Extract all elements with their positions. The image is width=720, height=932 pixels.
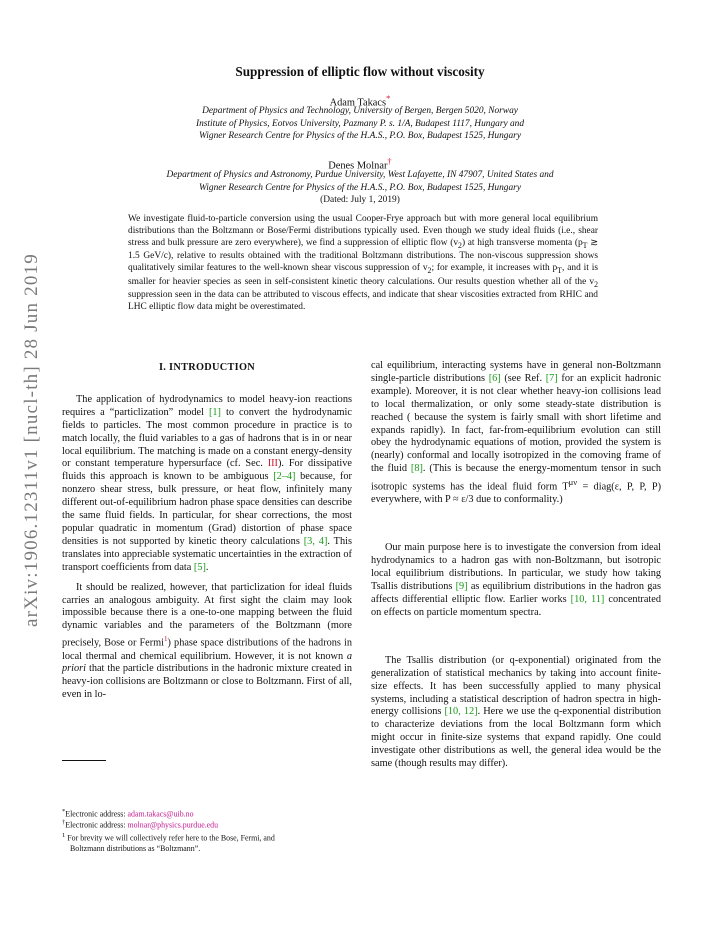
dated-line: (Dated: July 1, 2019): [320, 195, 400, 205]
footnote-author2: †Electronic address: molnar@physics.purdue.edu: [62, 819, 219, 830]
intro-paragraph-2: It should be realized, however, that particlization for ideal fluids carries an analogous ambiguity. At first sight the claim may look impossible because there is a one-to-one mapping between the fluid dynamic variables and the parameters of the Boltzmann (more precisely, Bose or Fermi$^1$) phase space distributions of the hadrons in local thermal and chemical equilibrium. However, it is not known a priori that the particle distributions in the hadronic mixture created in heavy-ion collisions are Boltzmann or close to Boltzmann. First of all, even in lo-: [62, 581, 353, 701]
left-column: [62, 362, 352, 702]
footnote-link[interactable]: 1: [164, 635, 168, 644]
citation-link[interactable]: [5]: [193, 561, 206, 573]
citation-link[interactable]: [7]: [545, 372, 558, 384]
footnote-rule: [62, 760, 106, 761]
affiliation-line: Institute of Physics, Eotvos University, Pazmany P. s. 1/A, Budapest 1117, Hungary and: [195, 118, 525, 129]
intro-paragraph-4: Our main purpose here is to investigate the conversion from ideal hydrodynamics to a hadron gas with non-Boltzmann, but isotropic local equilibrium distributions. In particular, we study how taking Tsallis distributions [9] as equilibrium distributions in the hadron gas affects differential elliptic flow. Earlier works [10, 11] concentrated on effects on particle momentum spectra.: [371, 542, 662, 618]
citation-link[interactable]: [10, 12]: [444, 706, 478, 718]
affiliation-line: Department of Physics and Technology, University of Bergen, Bergen 5020, Norway: [202, 106, 518, 116]
citation-link[interactable]: [1]: [208, 406, 221, 418]
citation-link[interactable]: [2–4]: [273, 471, 296, 483]
citation-link[interactable]: [8]: [410, 463, 423, 475]
citation-link[interactable]: [3, 4]: [303, 535, 328, 547]
author-name: Adam Takacs: [329, 97, 387, 109]
footnote-1: $^1$ For brevity we will collectively refer here to the Bose, Fermi, and Boltzmann distributions as “Boltzmann”.: [62, 832, 275, 853]
paper-title: Suppression of elliptic flow without viscosity: [235, 64, 485, 79]
intro-paragraph-1: The application of hydrodynamics to model heavy-ion reactions requires a “particlization” model [1] to convert the hydrodynamic fields to particles. The most common procedure in practice is to match locally, the fluid variables to a gas of hadrons that is in or near local equilibrium. The matching is made on a constant energy-density or constant temperature hypersurface (cf. Sec. III). For dissipative fluids this approach is known to be ambiguous [2–4] because, for nonzero shear stress, bulk pressure, or heat flow, infinitely many different out-of-equilibrium hadron phase space densities can describe the same fluid fields. In particular, for shear corrections, the most popular quadratic in momentum (Grad) distortion of phase space densities is not supported by kinetic theory calculations [3, 4]. This translates into appreciable systematic uncertainties in the extraction of transport coefficients from data [5].: [62, 393, 353, 573]
citation-link[interactable]: [6]: [488, 372, 501, 384]
affiliation-molnar: [70, 169, 650, 194]
intro-paragraph-5: The Tsallis distribution (or q-exponential) originated from the generalization of statistical mechanics by taking into account finite-size effects. It has been successfully applied to many physical systems, including a statistical description of hadron spectra in high-energy collisions [10, 12]. Here we use the q-exponential distribution to characterize deviations from the local Boltzmann form which might occur in finite-size systems that expand rapidly. One could investigate other distributions as well, the general idea would be the same (though results may differ).: [371, 654, 661, 770]
affiliation-line: Department of Physics and Astronomy, Purdue University, West Lafayette, IN 47907, United States and: [166, 170, 554, 180]
author-name: Denes Molnar: [328, 160, 388, 172]
section-link[interactable]: III: [267, 458, 278, 470]
author-mark[interactable]: †: [387, 156, 392, 166]
citation-link[interactable]: [10, 11]: [570, 594, 605, 606]
email-link[interactable]: molnar@physics.purdue.edu: [127, 820, 219, 830]
intro-paragraph-3: cal equilibrium, interacting systems have in general non-Boltzmann single-particle distributions [6] (see Ref. [7] for an explicit hadronic example). Moreover, it is not clear whether heavy-ion collisions lead to local thermalization, or only some steady-state distribution is reached ( because the system is fairly small with short lifetime and expands rapidly). In fact, far-from-equilibrium evolution can still obey the hydrodynamic equations of motion, provided the system is (nearly) conformal and locally isotropized in the comoving frame of the fluid [8]. (This is because the energy-momentum tensor in such isotropic systems has the ideal fluid form $T^{\mu\nu}$ = diag(ε, P, P, P) everywhere, with P ≈ ε/3 due to conformality.): [371, 360, 661, 506]
citation-link[interactable]: [9]: [455, 581, 468, 593]
author-mark[interactable]: *: [386, 93, 391, 103]
affiliation-line: Wigner Research Centre for Physics of the H.A.S., P.O. Box, Budapest 1525, Hungary: [199, 182, 521, 193]
arxiv-stamp: arXiv:1906.12311v1 [nucl-th] 28 Jun 2019: [21, 253, 42, 627]
section-heading: I. INTRODUCTION: [158, 362, 256, 373]
right-column: [371, 360, 661, 771]
email-link[interactable]: adam.takacs@uib.no: [127, 809, 194, 819]
abstract: We investigate fluid-to-particle conversion using the usual Cooper-Frye approach but with more general local equilibrium distributions than the Boltzmann or Bose/Fermi distributions typically used. Even though we study ideal fluids (i.e., shear stress and bulk pressure are zero everywhere), we find a suppression of elliptic flow $(v_2)$ at high transverse momenta ($p_T$ ≳ 1.5 GeV/c), relative to results obtained with the traditional Boltzmann distributions. The non-viscous suppression shows qualitatively similar features to the well-known shear viscous suppression of $v_2$; for example, it increases with $p_T$, and it is smaller for heavier species as seen in self-consistent kinetic theory calculations. Our results question whether all of the $v_2$ suppression seen in the data can be attributed to viscous effects, and indicate that shear viscosities extracted from RHIC and LHC elliptic flow data might be overestimated.: [128, 214, 598, 312]
footnote-author1: *Electronic address: adam.takacs@uib.no: [62, 808, 194, 819]
affiliation-takacs: [70, 105, 650, 143]
affiliation-line: Wigner Research Centre for Physics of the H.A.S., P.O. Box, Budapest 1525, Hungary: [199, 131, 521, 142]
